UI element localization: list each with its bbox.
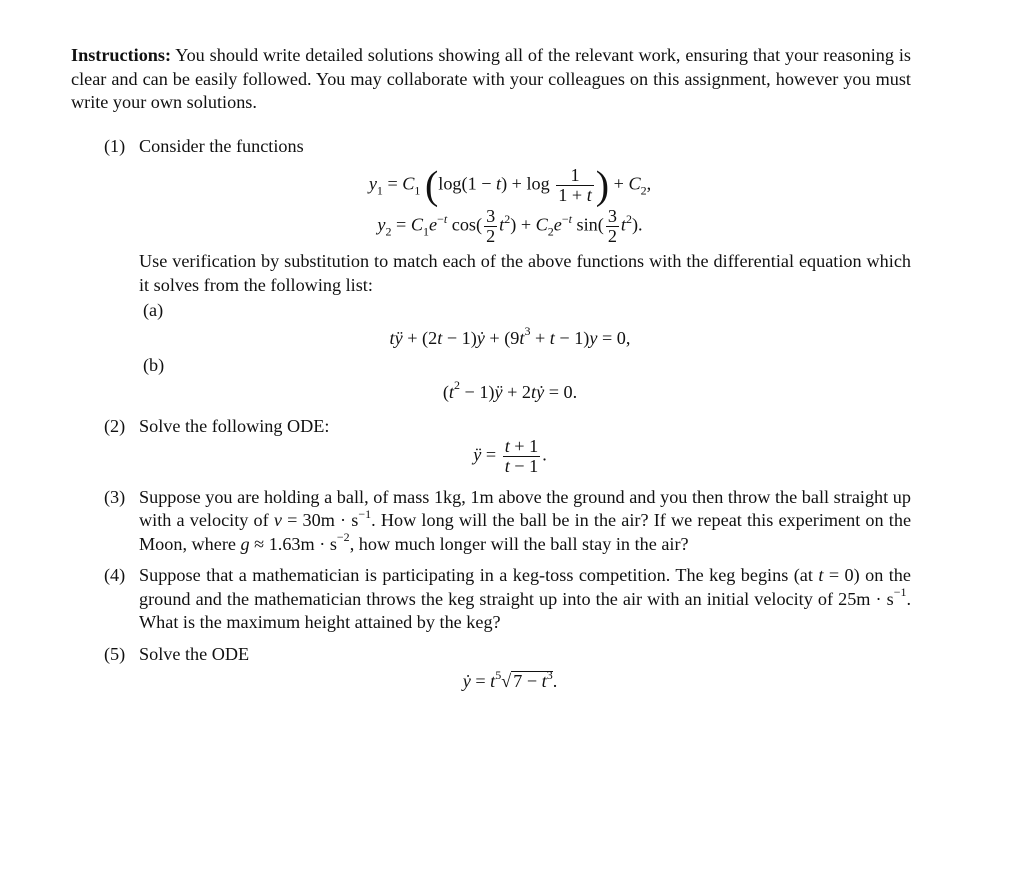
document-page (71, 44, 911, 694)
problem-3-text-a: Suppose you are holding a ball, of mass 1kg, 1m above the ground and you then throw the ball straight up with a velocity of (139, 486, 911, 530)
problem-5-intro: Solve the ODE (139, 643, 250, 664)
problem-2 (71, 415, 911, 476)
instructions-paragraph (71, 44, 911, 115)
problem-number: (1) (104, 135, 126, 156)
problem-1-intro: Consider the functions (139, 135, 304, 156)
problem-3-text-c: how much longer will the ball stay in the air? (358, 533, 689, 554)
problem-4-text-a: Suppose that a mathematician is participating in a keg-toss competition. The keg begins (at (139, 565, 813, 585)
problem-1-instructions: Use verification by substitution to match each of the above functions with the differential equation which it solves from the following list: (139, 251, 911, 295)
part-a (139, 299, 911, 350)
equation-y2: $y_2 = C_1e^{-t}$ cos( $\frac{3}{2}$ $t^2) + C_2e^{-t}$ sin( $\frac{3}{2}$ $t^2$). (377, 206, 643, 246)
instructions-label: Instructions: (71, 45, 172, 65)
problem-3-text-b: How long will the ball be in the air? If we repeat this experiment on the Moon, where (139, 510, 912, 554)
problem-number: (5) (104, 643, 126, 664)
problem-4-text-b: on the ground and the mathematician throws the keg straight up into the air with an initial velocity of (139, 565, 911, 609)
problem-1 (71, 135, 911, 405)
equation-b: ($t^2$ − 1)ÿ + 2tẏ = 0. (442, 378, 578, 402)
problem-number: (2) (104, 416, 126, 436)
problem-number: (4) (104, 565, 126, 585)
problem-4: (4) Suppose that a mathematician is participating in a keg-toss competition. The keg begins (at t = 0) on the ground and the mathematician throws the keg straight up into the air with an initial velocity of $25m \cdot s^{-1}$. What is the maximum height attained by the keg? (104, 565, 912, 632)
part-b (139, 354, 911, 404)
part-a-label: (a) (143, 300, 164, 320)
equation-y1: $y_1 = C_1$ (log(1 − t) + log $\frac{1}{1 + t}$ ) + $C_2$, (368, 162, 652, 208)
part-b-label: (b) (143, 355, 165, 375)
problem-3: (3) Suppose you are holding a ball, of mass 1kg, 1m above the ground and you then throw the ball straight up with a velocity of $v = 30m \cdot s^{-1}$. How long will the ball be in the air? If we repeat this experiment on the Moon, where $g \approx 1.63m \cdot s^{-2}$, how much longer will the ball stay in the air? (104, 486, 912, 554)
problem-2-intro: Solve the following ODE: (139, 416, 330, 436)
instructions-text: You should write detailed solutions showing all of the relevant work, ensuring that your reasoning is clear and can be easily followed. You may collaborate with your colleagues on this assignment, however you must write your own solutions. (71, 45, 911, 112)
equation-5: ẏ = $t^5√$ $7 - t^3$. (462, 667, 558, 691)
problem-number: (3) (104, 486, 126, 507)
problem-5 (71, 643, 911, 694)
problem-4-text-c: What is the maximum height attained by the keg? (139, 612, 501, 632)
equation-2: ÿ = $\frac{t + 1}{t - 1}$ . (473, 435, 547, 476)
equation-a: tÿ + (2t − 1)ẏ + $(9t^3 + t - 1)y = 0$, (389, 324, 631, 348)
